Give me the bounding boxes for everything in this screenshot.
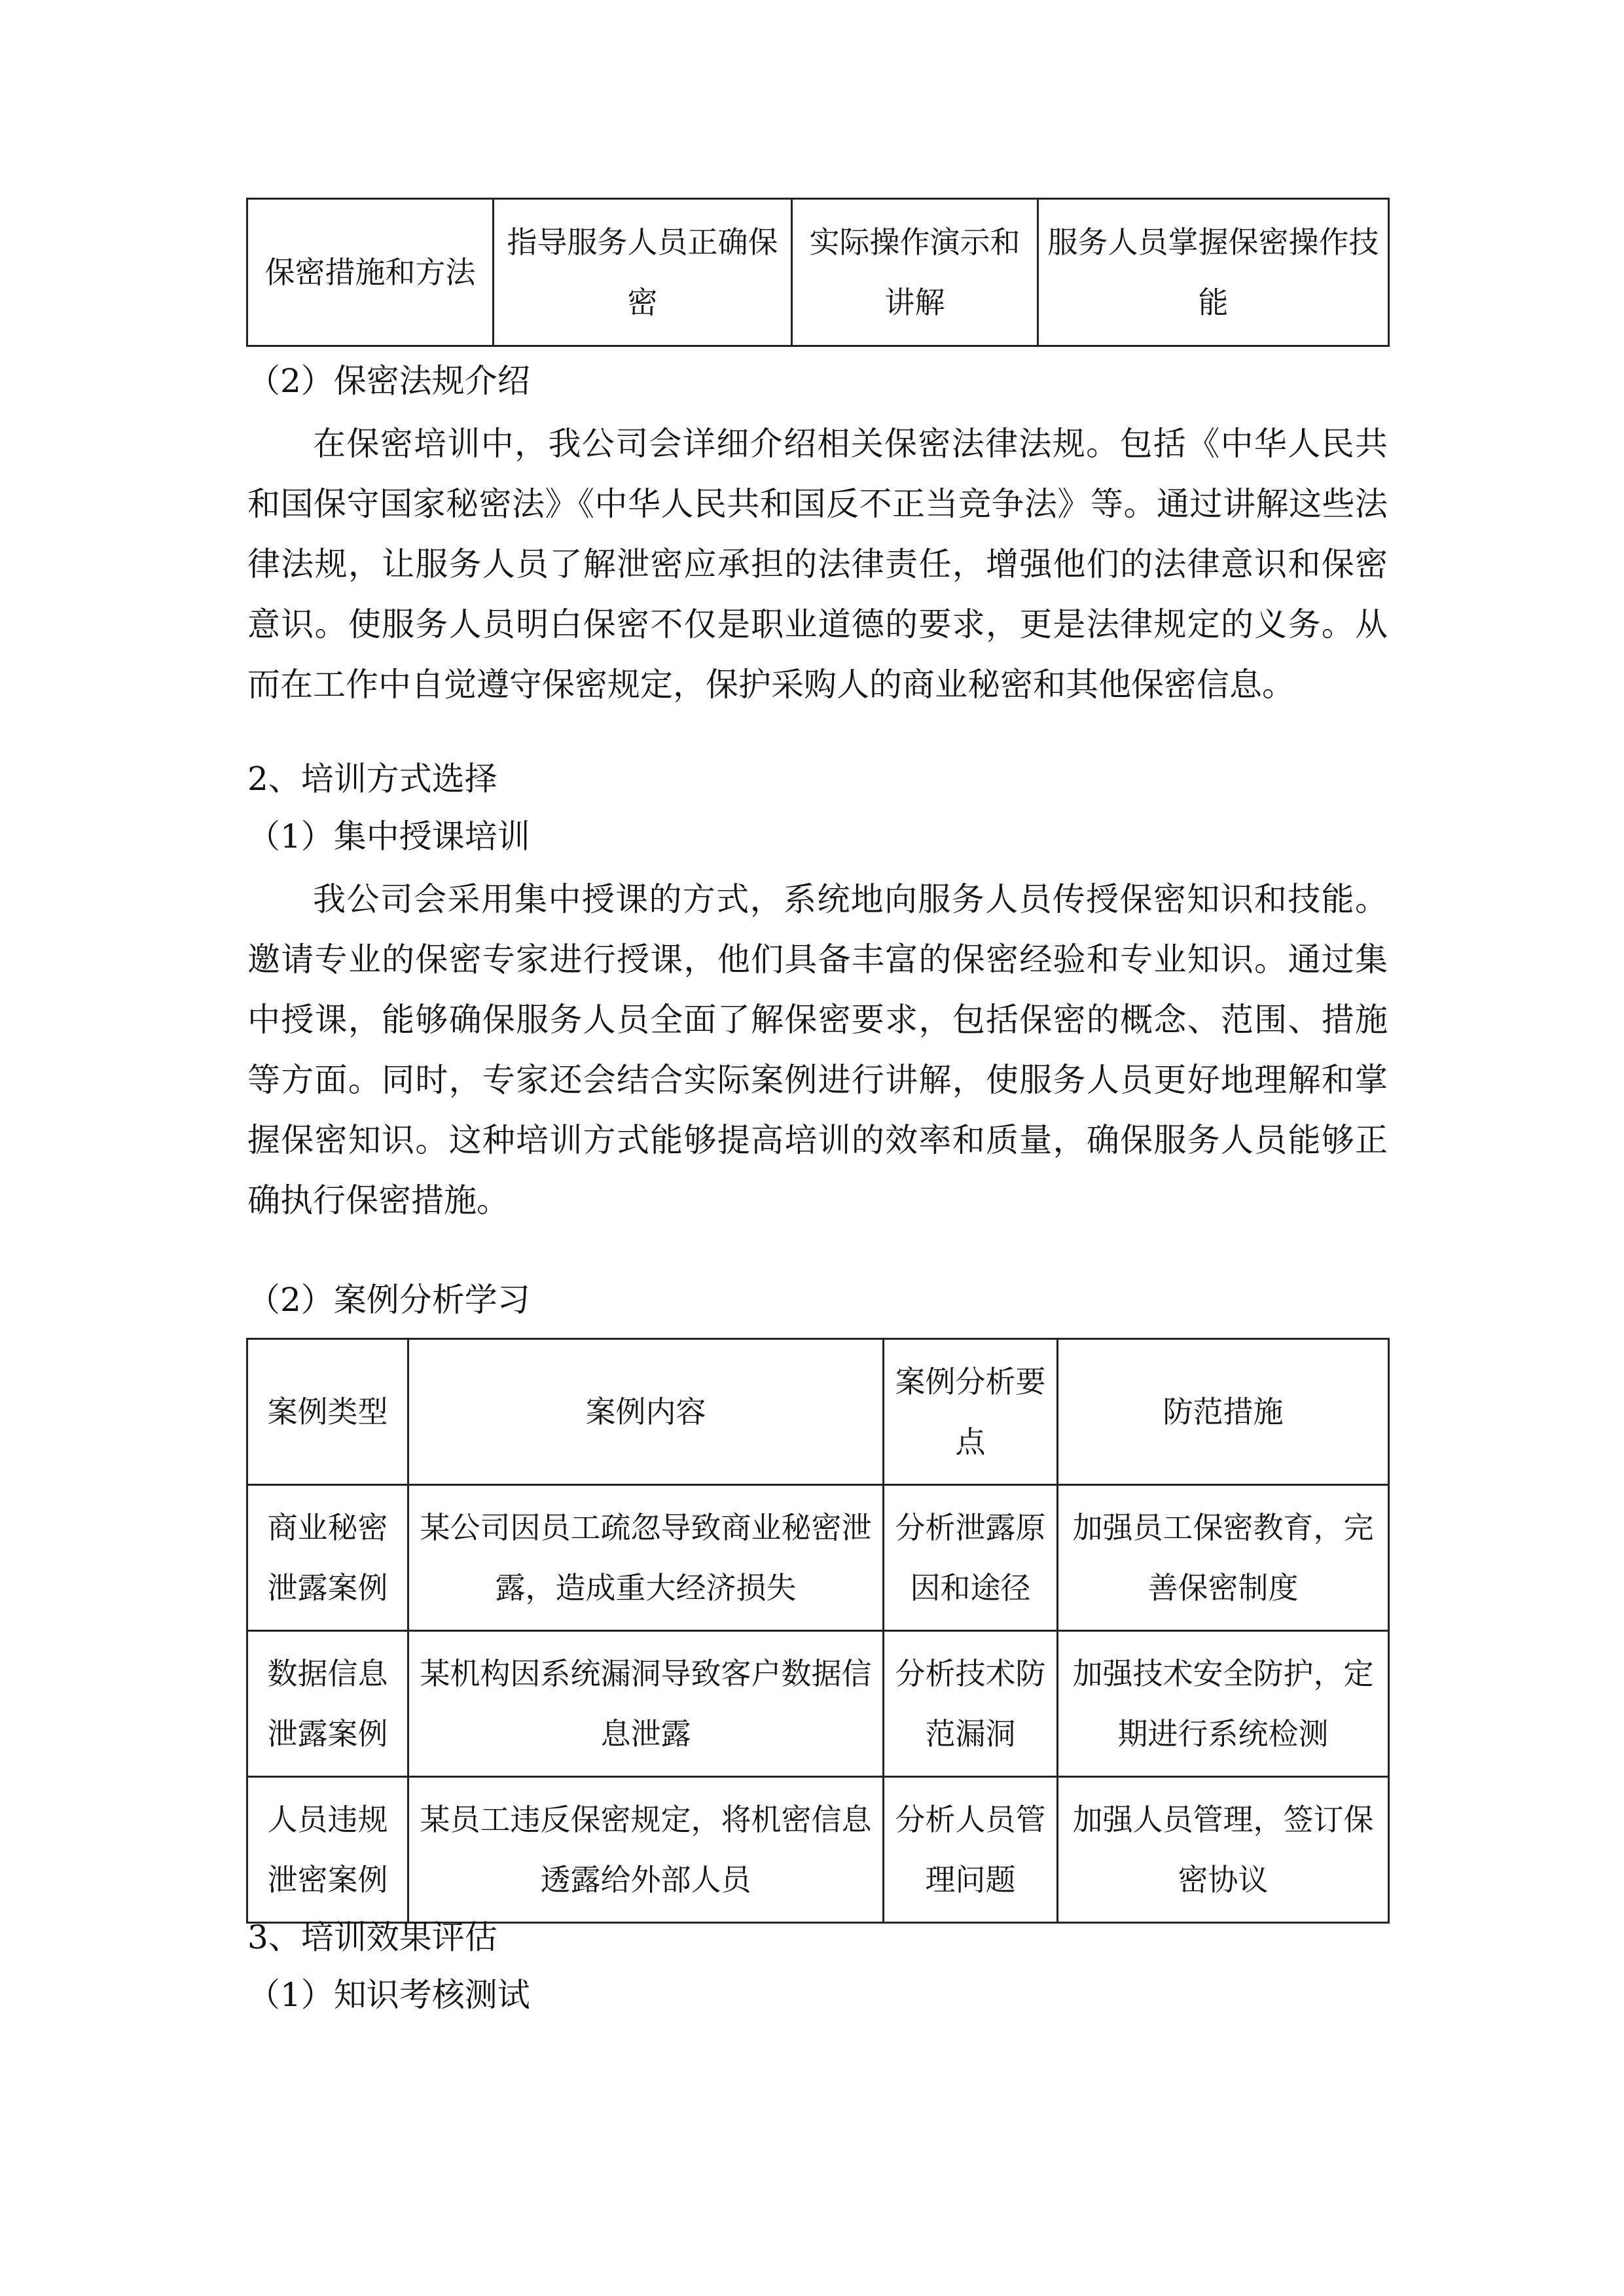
table-header-cell: 案例分析要点 <box>884 1339 1058 1485</box>
table-cell: 实际操作演示和讲解 <box>792 199 1038 346</box>
table-cell: 商业秘密泄露案例 <box>247 1485 408 1631</box>
table-header-cell: 防范措施 <box>1058 1339 1389 1485</box>
table-cell: 某员工违反保密规定，将机密信息透露给外部人员 <box>408 1777 884 1923</box>
table-cell: 服务人员掌握保密操作技能 <box>1038 199 1389 346</box>
table-cell: 分析技术防范漏洞 <box>884 1631 1058 1777</box>
paragraph-lecture: 我公司会采用集中授课的方式，系统地向服务人员传授保密知识和技能。邀请专业的保密专家进行授课，他们具备丰富的保密经验和专业知识。通过集中授课，能够确保服务人员全面了解保密要求，包括保密的概念、范围、措施等方面。同时，专家还会结合实际案例进行讲解，使服务人员更好地理解和掌握保密知识。这种培训方式能够提高培训的效率和质量，确保服务人员能够正确执行保密措施。 <box>247 880 1388 1219</box>
table-row <box>247 1631 1389 1777</box>
table-cell: 分析泄露原因和途径 <box>884 1485 1058 1631</box>
table-row <box>247 1485 1389 1631</box>
table-header-row <box>247 1339 1389 1485</box>
paragraph-laws: 在保密培训中，我公司会详细介绍相关保密法律法规。包括《中华人民共和国保守国家秘密法》《中华人民共和国反不正当竞争法》等。通过讲解这些法律法规，让服务人员了解泄密应承担的法律责任，增强他们的法律意识和保密意识。使服务人员明白保密不仅是职业道德的要求，更是法律规定的义务。从而在工作中自觉遵守保密规定，保护采购人的商业秘密和其他保密信息。 <box>247 425 1388 704</box>
section-heading-methods: 2、培训方式选择 <box>247 760 497 798</box>
table-cell: 人员违规泄密案例 <box>247 1777 408 1923</box>
table-row <box>247 199 1389 346</box>
case-analysis-table <box>246 1338 1390 1924</box>
table-row <box>247 1777 1389 1923</box>
subsection-title-laws: （2）保密法规介绍 <box>247 362 530 400</box>
table-header-cell: 案例内容 <box>408 1339 884 1485</box>
table-cell: 分析人员管理问题 <box>884 1777 1058 1923</box>
subsection-title-case-study: （2）案例分析学习 <box>247 1281 530 1319</box>
table-cell: 某公司因员工疏忽导致商业秘密泄露，造成重大经济损失 <box>408 1485 884 1631</box>
table-cell: 数据信息泄露案例 <box>247 1631 408 1777</box>
subsection-title-knowledge-test: （1）知识考核测试 <box>247 1976 530 2014</box>
section-heading-evaluation: 3、培训效果评估 <box>247 1918 497 1956</box>
table-cell: 保密措施和方法 <box>247 199 494 346</box>
table-cell: 加强人员管理，签订保密协议 <box>1058 1777 1389 1923</box>
table-cell: 加强员工保密教育，完善保密制度 <box>1058 1485 1389 1631</box>
table-cell: 加强技术安全防护，定期进行系统检测 <box>1058 1631 1389 1777</box>
table-header-cell: 案例类型 <box>247 1339 408 1485</box>
table-cell: 某机构因系统漏洞导致客户数据信息泄露 <box>408 1631 884 1777</box>
measures-table-fragment <box>246 198 1390 347</box>
subsection-title-lecture: （1）集中授课培训 <box>247 817 530 855</box>
table-cell: 指导服务人员正确保密 <box>494 199 792 346</box>
